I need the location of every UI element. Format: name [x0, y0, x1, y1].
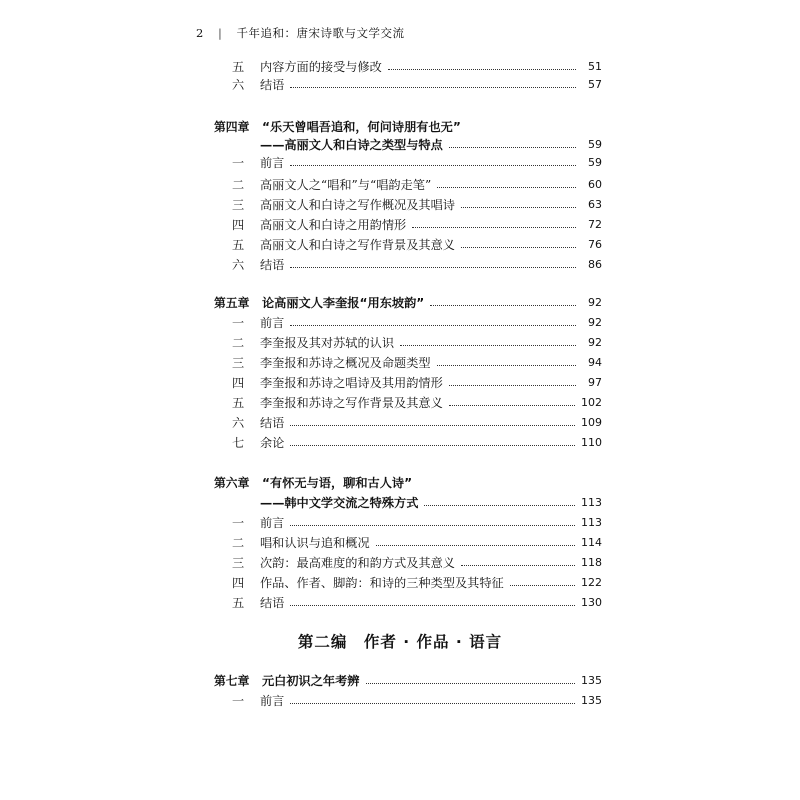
dot-leader: [430, 297, 576, 306]
toc-section-entry[interactable]: [232, 313, 602, 331]
toc-section-entry[interactable]: [232, 195, 602, 213]
section-title: 内容方面的接受与修改: [260, 59, 382, 74]
chapter-label: 第四章: [214, 119, 250, 134]
section-number: 七: [232, 435, 245, 450]
page-ref: 109: [581, 415, 602, 429]
chapter-title: “有怀无与语，聊和古人诗”: [262, 475, 413, 490]
section-number: 一: [232, 515, 245, 530]
section-title: 结语: [260, 257, 285, 272]
section-title: 结语: [260, 77, 285, 92]
dot-leader: [290, 317, 576, 326]
page-ref: 113: [581, 495, 602, 509]
section-title: 前言: [260, 515, 285, 530]
section-title: 李奎报和苏诗之写作背景及其意义: [260, 395, 443, 410]
section-number: 三: [232, 197, 245, 212]
page-ref: 59: [588, 155, 602, 169]
section-number: 六: [232, 77, 245, 92]
section-title: 李奎报和苏诗之概况及命题类型: [260, 355, 431, 370]
section-title: 结语: [260, 415, 285, 430]
dot-leader: [461, 199, 576, 208]
dot-leader: [461, 557, 575, 566]
dot-leader: [449, 139, 576, 148]
toc-section-entry[interactable]: [232, 75, 602, 93]
page-ref: 114: [581, 535, 602, 549]
section-number: 三: [232, 555, 245, 570]
toc-section-entry[interactable]: [232, 533, 602, 551]
dot-leader: [290, 695, 575, 704]
page-ref: 102: [581, 395, 602, 409]
section-title: 结语: [260, 595, 285, 610]
section-number: 五: [232, 59, 245, 74]
toc-section-entry[interactable]: [232, 255, 602, 273]
toc-section-entry[interactable]: [232, 553, 602, 571]
page-ref: 130: [581, 595, 602, 609]
dot-leader: [290, 417, 575, 426]
section-number: 四: [232, 217, 245, 232]
section-number: 四: [232, 575, 245, 590]
page-ref: 92: [588, 335, 602, 349]
dot-leader: [366, 675, 576, 684]
toc-section-entry[interactable]: [232, 153, 602, 171]
toc-section-entry[interactable]: [232, 433, 602, 451]
page-ref: 118: [581, 555, 602, 569]
dot-leader: [449, 397, 575, 406]
section-title: 前言: [260, 693, 285, 708]
dot-leader: [290, 259, 576, 268]
toc-section-entry[interactable]: [232, 373, 602, 391]
chapter-title: “乐天曾唱吾追和，何问诗朋有也无”: [262, 119, 461, 134]
section-number: 五: [232, 237, 245, 252]
page-ref: 122: [581, 575, 602, 589]
section-title: 李奎报和苏诗之唱诗及其用韵情形: [260, 375, 443, 390]
section-title: 高丽文人和白诗之写作背景及其意义: [260, 237, 455, 252]
section-title: 高丽文人和白诗之用韵情形: [260, 217, 407, 232]
page-ref: 92: [588, 315, 602, 329]
dot-leader: [290, 157, 576, 166]
page-ref: 94: [588, 355, 602, 369]
section-number: 四: [232, 375, 245, 390]
page-ref: 76: [588, 237, 602, 251]
toc-chapter-subtitle[interactable]: [260, 135, 602, 153]
section-title: 李奎报及其对苏轼的认识: [260, 335, 395, 350]
section-title: 余论: [260, 435, 285, 450]
toc-chapter-subtitle[interactable]: [260, 493, 602, 511]
toc-section-entry[interactable]: [232, 235, 602, 253]
page-ref: 135: [581, 673, 602, 687]
dot-leader: [376, 537, 575, 546]
page-ref: 57: [588, 77, 602, 91]
part-heading: 第二编 作者 · 作品 · 语言: [297, 633, 503, 651]
dot-leader: [424, 497, 575, 506]
dot-leader: [290, 517, 575, 526]
section-title: 前言: [260, 155, 285, 170]
section-title: 唱和认识与追和概况: [260, 535, 370, 550]
page-ref: 135: [581, 693, 602, 707]
dot-leader: [290, 79, 576, 88]
chapter-title: 元白初识之年考辨: [262, 673, 360, 688]
toc-section-entry[interactable]: [232, 57, 602, 75]
page-ref: 110: [581, 435, 602, 449]
dot-leader: [388, 61, 576, 70]
page-ref: 72: [588, 217, 602, 231]
toc-section-entry[interactable]: [232, 513, 602, 531]
chapter-label: 第五章: [214, 295, 250, 310]
section-number: 六: [232, 415, 245, 430]
dot-leader: [412, 219, 576, 228]
section-title: 高丽文人之“唱和”与“唱韵走笔”: [260, 177, 432, 192]
page-ref: 51: [588, 59, 602, 73]
dot-leader: [461, 239, 576, 248]
dot-leader: [449, 377, 576, 386]
section-title: 前言: [260, 315, 285, 330]
dot-leader: [437, 357, 576, 366]
toc-chapter-entry[interactable]: [214, 117, 602, 135]
dot-leader: [400, 337, 576, 346]
toc-chapter-entry[interactable]: [214, 473, 602, 491]
page-ref: 63: [588, 197, 602, 211]
toc-chapter-entry[interactable]: [214, 293, 602, 311]
dot-leader: [290, 437, 575, 446]
toc-section-entry[interactable]: [232, 573, 602, 591]
section-number: 六: [232, 257, 245, 272]
toc-section-entry[interactable]: [232, 175, 602, 193]
dot-leader: [290, 597, 575, 606]
section-number: 三: [232, 355, 245, 370]
toc-section-entry[interactable]: [232, 593, 602, 611]
chapter-title: 论高丽文人李奎报“用东坡韵”: [262, 295, 425, 310]
section-number: 二: [232, 335, 245, 350]
book-title: 千年追和：唐宋诗歌与文学交流: [236, 26, 405, 40]
page-ref: 59: [588, 137, 602, 151]
chapter-label: 第六章: [214, 475, 250, 490]
page-ref: 60: [588, 177, 602, 191]
dot-leader: [437, 179, 576, 188]
toc-section-entry[interactable]: [232, 333, 602, 351]
section-number: 二: [232, 177, 245, 192]
section-number: 一: [232, 693, 245, 708]
dot-leader: [510, 577, 575, 586]
section-number: 一: [232, 155, 245, 170]
header-separator: |: [217, 26, 223, 40]
page-ref: 86: [588, 257, 602, 271]
chapter-subtitle: ——高丽文人和白诗之类型与特点: [260, 137, 443, 152]
page-number: 2: [196, 26, 204, 40]
chapter-subtitle: ——韩中文学交流之特殊方式: [260, 495, 419, 510]
toc-section-entry[interactable]: [232, 413, 602, 431]
toc-section-entry[interactable]: [232, 691, 602, 709]
section-number: 五: [232, 395, 245, 410]
section-number: 一: [232, 315, 245, 330]
page-ref: 113: [581, 515, 602, 529]
section-title: 作品、作者、脚韵：和诗的三种类型及其特征: [260, 575, 504, 590]
chapter-label: 第七章: [214, 673, 250, 688]
toc-chapter-entry[interactable]: [214, 671, 602, 689]
section-title: 高丽文人和白诗之写作概况及其唱诗: [260, 197, 455, 212]
section-title: 次韵：最高难度的和韵方式及其意义: [260, 555, 455, 570]
toc-section-entry[interactable]: [232, 393, 602, 411]
page-ref: 97: [588, 375, 602, 389]
toc-section-entry[interactable]: [232, 353, 602, 371]
toc-section-entry[interactable]: [232, 215, 602, 233]
section-number: 二: [232, 535, 245, 550]
page-ref: 92: [588, 295, 602, 309]
section-number: 五: [232, 595, 245, 610]
